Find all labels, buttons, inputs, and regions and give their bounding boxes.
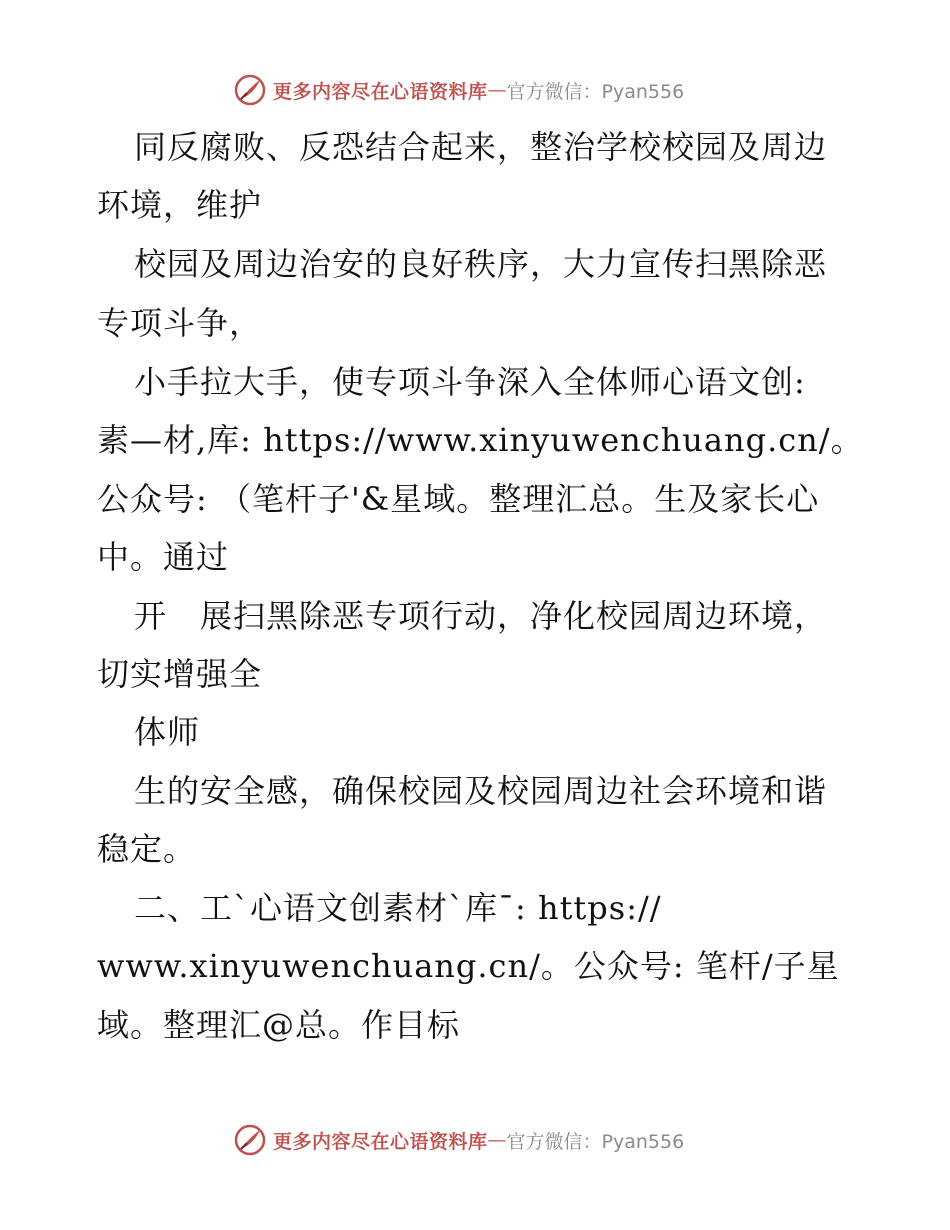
- header-banner-wechat: 官方微信：Pyan556: [506, 80, 685, 103]
- quill-logo-icon: [233, 1123, 267, 1157]
- body-line-7: 公众号: （笔杆子'&星域。整理汇总。生及家长心: [97, 480, 820, 518]
- body-line-1: 同反腐败、反恐结合起来，整治学校校园及周边: [134, 128, 828, 166]
- footer-banner-dash: —: [487, 1129, 507, 1151]
- body-line-2: 环境，维护: [97, 186, 263, 224]
- body-line-8: 中。通过: [97, 538, 230, 576]
- body-line-14: 二、工`心语文创素材`库¯: https://: [134, 889, 662, 927]
- body-line-3: 校园及周边治安的良好秩序，大力宣传扫黑除恶: [134, 245, 828, 283]
- header-banner-text: 更多内容尽在心语资料库: [273, 80, 488, 103]
- footer-banner-text: 更多内容尽在心语资料库: [273, 1130, 488, 1153]
- body-line-4: 专项斗争，: [97, 304, 263, 342]
- quill-logo-icon: [233, 73, 267, 107]
- body-line-15: www.xinyuwenchuang.cn/。公众号: 笔杆/子星: [97, 947, 840, 985]
- header-banner: [233, 72, 684, 108]
- body-line-10: 切实增强全: [97, 655, 263, 693]
- header-banner-dash: —: [487, 79, 507, 101]
- footer-banner: [233, 1122, 684, 1158]
- body-line-11: 体师: [134, 713, 201, 751]
- body-line-5: 小手拉大手，使专项斗争深入全体师心语文创:: [134, 363, 806, 401]
- footer-banner-wechat: 官方微信：Pyan556: [506, 1130, 685, 1153]
- body-line-9: 开 展扫黑除恶专项行动，净化校园周边环境，: [134, 597, 828, 635]
- body-line-13: 稳定。: [97, 830, 197, 868]
- body-line-6: 素—材,库: https://www.xinyuwenchuang.cn/。: [97, 421, 864, 459]
- body-line-12: 生的安全感，确保校园及校园周边社会环境和谐: [134, 772, 828, 810]
- body-line-16: 域。整理汇@总。作目标: [97, 1006, 461, 1044]
